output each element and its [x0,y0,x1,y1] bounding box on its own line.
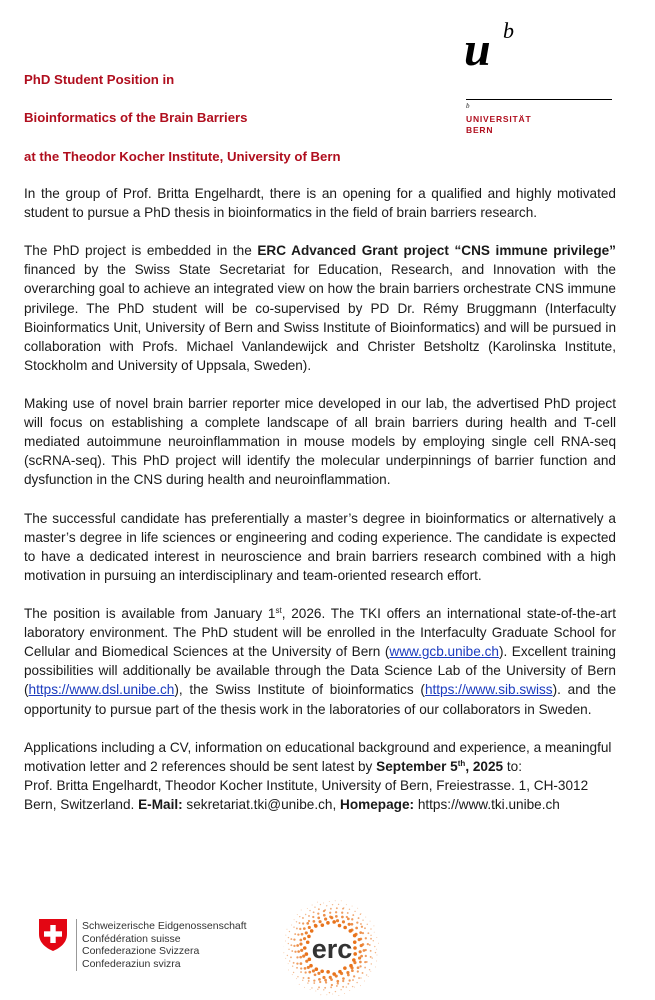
unibe-logo-name [466,114,531,136]
job-description [24,184,616,814]
erc-wordmark: erc [311,934,353,964]
deadline: September 5th, 2025 [376,758,504,774]
unibe-logo-rule [466,99,612,100]
swiss-line-fr: Confédération suisse [82,932,181,945]
contact-email: sekretariat.tki@unibe.ch, [182,797,341,812]
paragraph-application: Applications including a CV, information on educational background and experience, a meaningful motivation letter and 2 references should be sent latest by September 5th, 2025 to: [24,739,612,774]
sib-link[interactable]: https://www.sib.swiss [424,682,553,698]
unibe-logo-b: b [503,18,514,43]
erc-project-name: ERC Advanced Grant project “CNS immune privilege” [257,243,616,259]
swiss-line-rm: Confederaziun svizra [82,957,181,970]
unibe-logo-name-line1: UNIVERSITÄT [466,114,532,124]
gcb-link[interactable]: www.gcb.unibe.ch [389,644,499,660]
unibe-logo-u: u [464,23,491,76]
dsl-link[interactable]: https://www.dsl.unibe.ch [28,682,175,698]
contact-homepage: https://www.tki.unibe.ch [414,797,560,812]
swiss-logo-divider [76,919,77,971]
erc-logo [283,900,379,996]
title-line-3: at the Theodor Kocher Institute, University of Bern [24,149,341,164]
title-line-1: PhD Student Position in [24,72,175,87]
title-line-2: Bioinformatics of the Brain Barriers [24,110,248,125]
unibe-logo-small-b: b [466,102,470,110]
swiss-line-it: Confederazione Svizzera [82,945,200,958]
swiss-line-de: Schweizerische Eidgenossenschaft [82,920,247,932]
paragraph-contact: Prof. Britta Engelhardt, Theodor Kocher Institute, University of Bern, Freiestrasse. 1, CH-3012 Bern, Switzerland. E-Mail: sekretariat.tki@unibe.ch, Homepage: https://www.tki.unibe.ch [24,777,589,812]
paragraph-position: The position is available from January 1st, 2026. The TKI offers an international state-of-the-art laboratory environment. The PhD student will be enrolled in the Interfaculty Graduate School for Cellular and Biomedical Sciences at the University of Bern (www.gcb.unibe.ch). Excellent training possibilities will additionally be available through the Data Science Lab of the University of Bern (https://www.dsl.unibe.ch), the Swiss Institute of bioinformatics (https://www.sib.swiss). and the opportunity to pursue part of the thesis work in the laboratories of our collaborators in Sweden. [24,606,617,717]
swiss-confederation-text [82,920,247,970]
paragraph-project: The PhD project is embedded in the ERC Advanced Grant project “CNS immune privilege” financed by the Swiss State Secretariat for Education, Research, and Innovation with the overarching goal to achieve an integrated view on how the brain barriers orchestrate CNS immune privilege. The PhD student will be co-supervised by PD Dr. Rémy Bruggmann (Interfaculty Bioinformatics Unit, University of Bern and Swiss Institute of Bioinformatics) and will be pursued in collaboration with Profs. Michael Vanlandewijck and Christer Betsholtz (Karolinska Institute, Stockholm and University of Uppsala, Sweden). [24,243,616,373]
swiss-shield-icon [38,918,68,952]
paragraph-intro: In the group of Prof. Britta Engelhardt, there is an opening for a qualified and highly motivated student to pursue a PhD thesis in bioinformatics in the field of brain barriers research. [24,186,616,221]
unibe-logo-name-line2: BERN [466,125,494,135]
paragraph-candidate: The successful candidate has preferentially a master’s degree in bioinformatics or alternatively a master’s degree in life sciences or engineering and coding experience. The candidate is expected to have a dedicated interest in neuroscience and brain barriers research combined with a high motivation in pursuing an interdisciplinary and team-oriented research effort. [24,510,616,583]
paragraph-focus: Making use of novel brain barrier reporter mice developed in our lab, the advertised PhD project will focus on establishing a complete landscape of all brain barriers during health and T-cell mediated autoimmune neuroinflammation in mouse models by employing single cell RNA-seq (scRNA-seq). This PhD project will identify the molecular underpinnings of barrier function and dysfunction in the CNS during health and neuroinflammation. [24,396,616,488]
